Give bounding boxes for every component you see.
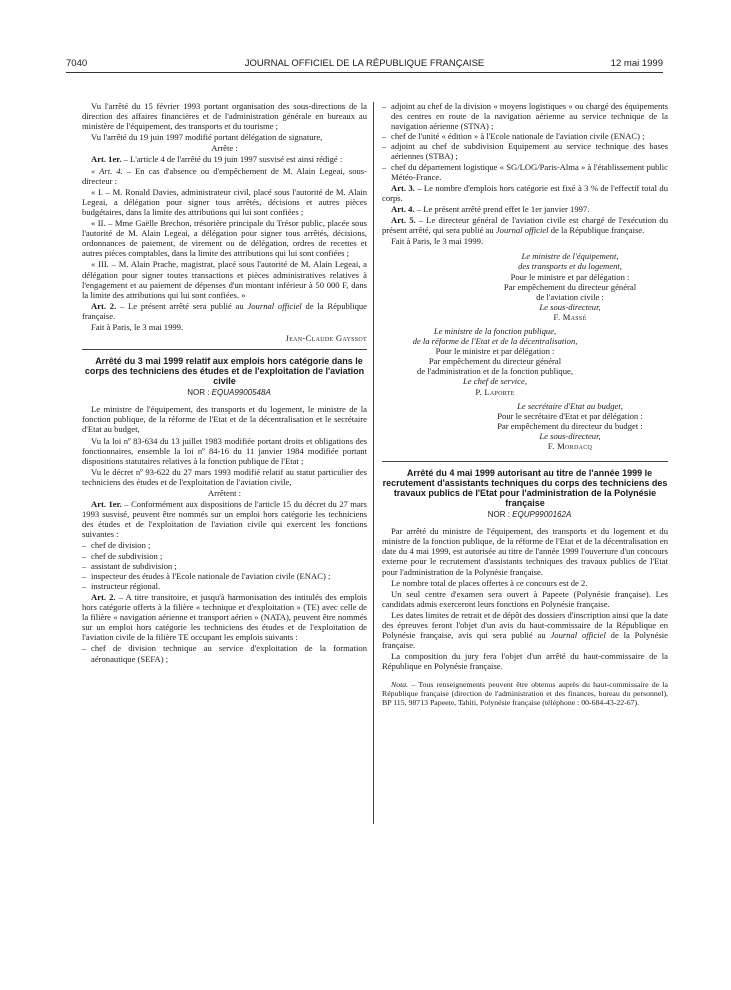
- fait-line: Fait à Paris, le 3 mai 1999.: [391, 236, 484, 247]
- sig-title: Le chef de service,: [463, 376, 527, 387]
- emploi-list: [382, 101, 668, 182]
- page-header: [66, 58, 663, 73]
- article-text: – Le présent arrêté prend effet le 1er janvier 1997.: [414, 203, 590, 214]
- body-paragraph: La composition du jury fera l'objet d'un arrêté du haut-commissaire de la République en Polynésie française.: [382, 651, 668, 672]
- sig-line: Par empêchement du directeur général: [428, 356, 562, 367]
- article-text: – Le nombre d'emplois hors catégorie est fixé à 3 % de l'effectif total du corps.: [382, 182, 668, 203]
- nor-code: EQUA9900548A: [211, 388, 271, 398]
- article-label: Art. 1er.: [91, 499, 122, 510]
- sig-line: [382, 326, 608, 336]
- sig-line: [472, 261, 668, 271]
- decree-title: Arrêté du 3 mai 1999 relatif aux emplois hors catégorie dans le corps des techniciens des études et de l'exploitation de l'aviation civile: [84, 356, 365, 387]
- journal-title: JOURNAL OFFICIEL DE LA RÉPUBLIQUE FRANÇAISE: [244, 58, 485, 69]
- nor-prefix: NOR :: [187, 388, 212, 398]
- sig-line: [382, 336, 608, 346]
- section-rule: [382, 461, 668, 462]
- article-label: Art. 1er.: [91, 154, 122, 165]
- fait-line: Fait à Paris, le 3 mai 1999.: [91, 321, 184, 332]
- article-label: Art. 3.: [391, 182, 415, 193]
- vu-paragraph: Vu l'arrêté du 19 juin 1997 modifié portant délégation de signature,: [91, 132, 323, 143]
- sig-line: [472, 401, 668, 411]
- sig-title: Le ministre de l'équipement,: [521, 251, 619, 262]
- delegation-item: « III. – M. Alain Prache, magistrat, placé sous l'autorité de M. Alain Legeai, a délégation pour signer toutes transactions et pièces administratives relatives à l'engagement et au paiement de dépenses d'un montant inférieur à 50 000 F, dans la limite des attributions qui lui sont confiées. »: [82, 259, 367, 300]
- vu-paragraph: Vu la loi nº 83-634 du 13 juillet 1983 modifiée portant droits et obligations des fonctionnaires, ensemble la loi nº 84-16 du 11 janvier 1984 modifiée portant dispositions statutaires relatives à la fonction publique de l'Etat ;: [82, 435, 367, 466]
- body-paragraph: Par arrêté du ministre de l'équipement, des transports et du logement et du ministre de la fonction publique, de la réforme de l'Etat et de la décentralisation en date du 4 mai 1999, est autorisée au titre de l'année 1999 l'ouverture d'un concours externe pour le recrutement d'assistants techniques des travaux publics de l'Etat pour l'administration de la Polynésie française.: [382, 526, 668, 577]
- vu-paragraph: Vu le décret nº 93-622 du 27 mars 1993 modifié relatif au statut particulier des techniciens des études et de l'exploitation de l'aviation civile,: [82, 466, 367, 487]
- arrete-line: Arrêtent :: [207, 488, 242, 498]
- arrete-line: Arrête :: [211, 143, 238, 154]
- nor-code: EQUP9900162A: [512, 510, 572, 520]
- article-text: – Le présent arrêté sera publié au: [116, 300, 248, 311]
- article-text: – En cas d'absence ou d'empêchement de M. Alain Legeai, sous-directeur :: [82, 165, 367, 186]
- sig-line: Par empêchement du directeur général: [503, 281, 637, 292]
- emploi-list: [82, 643, 367, 663]
- signatory: Jean-Claude Gayssot: [285, 333, 367, 344]
- sig-line: Par empêchement du directeur du budget :: [497, 420, 643, 431]
- journal-officiel-ref: Journal officiel: [247, 300, 302, 311]
- right-column: [382, 101, 668, 708]
- article-text: de la République française.: [82, 300, 367, 321]
- list-item: – inspecteur des études à l'Ecole nationale de l'aviation civile (ENAC) ;: [82, 571, 367, 581]
- list-item: – chef de l'unité « édition » à l'Ecole nationale de l'aviation civile (ENAC) ;: [382, 131, 668, 141]
- sig-line: de l'aviation civile :: [536, 291, 604, 302]
- nor-reference: [382, 510, 668, 520]
- sig-line: [382, 376, 608, 386]
- signature-block: [382, 326, 608, 397]
- list-item: – assistant de subdivision ;: [82, 561, 367, 571]
- article-label: Art. 2.: [91, 300, 117, 311]
- sig-title: Le sous-directeur,: [539, 301, 601, 312]
- section-rule: [82, 349, 367, 350]
- nor-reference: [82, 388, 367, 398]
- article-text: de la République française.: [548, 225, 645, 236]
- signatory: F. Mordacq: [547, 441, 593, 451]
- signatory: P. Laporte: [475, 386, 515, 397]
- sig-line: de l'administration et de la fonction publique,: [417, 366, 573, 377]
- article-text: – A titre transitoire, et jusqu'à harmonisation des intitulés des emplois hors catégorie offerts à la filière « technique et d'exploitation » (TE) avec celle de la filière « navigation aérienne et transport aérien » (NATA), peuvent être nommés sur un emploi hors catégorie les techniciens des études et de l'exploitation de l'aviation civile de la filière TE occupant les emplois suivants :: [82, 591, 368, 643]
- sig-title: Le sous-directeur,: [539, 430, 601, 441]
- article-label: « Art. 4.: [91, 165, 123, 176]
- left-column: [82, 101, 367, 665]
- body-text: de la Polynésie française.: [382, 630, 668, 651]
- sig-title: des transports et du logement,: [518, 261, 622, 272]
- body-text: Les dates limites de retrait et de dépôt des dossiers d'inscription ainsi que la date des épreuves feront l'objet d'un avis du haut-commissaire de la République en Polynésie française, avis qui sera publié au: [382, 609, 668, 641]
- list-item: – instructeur régional.: [82, 581, 367, 591]
- article-3: [382, 183, 668, 203]
- issue-date: 12 mai 1999: [610, 58, 663, 69]
- column-divider: [373, 102, 374, 824]
- article-1: [82, 499, 367, 539]
- signature-block: [472, 251, 668, 322]
- list-item: – chef de subdivision ;: [82, 551, 367, 561]
- sig-line: Pour le ministre et par délégation :: [435, 346, 555, 357]
- article-text: – Le directeur général de l'aviation civile est chargé de l'exécution du présent arrêté, qui sera publié au: [382, 215, 669, 236]
- nota-note: [382, 680, 668, 707]
- article-4: [382, 204, 668, 214]
- body-paragraph: Le nombre total de places offertes à ce concours est de 2.: [391, 577, 588, 588]
- list-item: – chef de division ;: [82, 540, 367, 550]
- body-paragraph: Un seul centre d'examen sera ouvert à Papeete (Polynésie française). Les candidats admis exerceront leurs fonctions en Polynésie française.: [382, 588, 668, 609]
- sig-line: [472, 251, 668, 261]
- sig-title: Le secrétaire d'Etat au budget,: [517, 400, 623, 411]
- article-2: [82, 592, 367, 642]
- signatory: F. Massé: [553, 311, 587, 322]
- article-label: Art. 4.: [391, 203, 415, 214]
- list-item: – chef de division technique au service d'exploitation de la formation aéronautique (SEFA) ;: [82, 643, 367, 663]
- function-list: [82, 540, 367, 590]
- sig-line: [472, 302, 668, 312]
- article-label: Art. 5.: [391, 215, 416, 226]
- preamble: Le ministre de l'équipement, des transports et du logement, le ministre de la fonction publique, de la réforme de l'Etat et de la décentralisation et le secrétaire d'Etat au budget,: [82, 404, 367, 435]
- journal-officiel-ref: Journal officiel: [550, 630, 606, 641]
- page-number: 7040: [66, 58, 88, 69]
- sig-line: [472, 431, 668, 441]
- nota-label: Nota.: [391, 679, 409, 689]
- body-paragraph: [382, 610, 668, 650]
- delegation-item: « I. – M. Ronald Davies, administrateur civil, placé sous l'autorité de M. Alain Legeai, a délégation pour signer tous arrêtés, décisions et autres pièces budgétaires, dans la limite des attributions qui lui sont confiées ;: [82, 186, 367, 217]
- sig-line: Pour le ministre et par délégation :: [510, 271, 630, 282]
- article-1: [82, 154, 367, 164]
- list-item: – adjoint au chef de subdivision Equipement au service technique des bases aériennes (STBA) ;: [382, 141, 668, 161]
- vu-paragraph: Vu l'arrêté du 15 février 1993 portant organisation des sous-directions de la direction des affaires financières et de l'administration générale en bureaux au ministère de l'équipement, des transports et du tourisme ;: [82, 101, 367, 132]
- sig-line: Pour le secrétaire d'Etat et par délégation :: [497, 410, 643, 421]
- delegation-item: « II. – Mme Gaëlle Brechon, trésorière principale du Trésor public, placée sous l'autorité de M. Alain Legeai, a délégation pour signer tous arrêtés, décisions, ordonnances de paiement, de virement ou de délégation, ordres de recettes et autres pièces comptables, dans la limite des attributions qui lui sont confiées ;: [82, 218, 367, 259]
- sig-title: de la réforme de l'Etat et de la décentralisation,: [412, 336, 578, 347]
- article-4-quote: [82, 166, 367, 186]
- decree-title: Arrêté du 4 mai 1999 autorisant au titre de l'année 1999 le recrutement d'assistants techniques du corps des techniciens des travaux publics de l'Etat pour l'administration de la Polynésie française: [382, 468, 668, 509]
- article-5: [382, 215, 668, 235]
- journal-officiel-ref: Journal officiel: [495, 225, 549, 236]
- sig-title: Le ministre de la fonction publique,: [433, 325, 557, 336]
- nor-prefix: NOR :: [487, 510, 513, 520]
- list-item: – adjoint au chef de la division « moyens logistiques » ou chargé des équipements des centres en route de la navigation aérienne au service technique de la navigation aérienne (STNA) ;: [382, 101, 668, 131]
- article-2: [82, 301, 367, 321]
- article-text: – L'article 4 de l'arrêté du 19 juin 1997 susvisé est ainsi rédigé :: [121, 154, 343, 165]
- article-label: Art. 2.: [91, 591, 116, 602]
- article-text: – Conformément aux dispositions de l'article 15 du décret du 27 mars 1993 susvisé, peuvent être nommés sur un emploi hors catégorie les techniciens des études et de l'exploitation de l'aviation civile qui exercent les fonctions suivantes :: [82, 499, 368, 540]
- nota-text: – Tous renseignements peuvent être obtenus auprès du haut-commissaire de la République française (direction de l'administration et des finances, bureau du personnel), BP 115, 98713 Papeete, Tahiti, Polynésie française (téléphone : 00-684-43-22-67).: [382, 679, 668, 707]
- list-item: – chef du département logistique « SG/LOG/Paris-Alma » à l'établissement public Météo-France.: [382, 162, 668, 182]
- signature-block: [472, 401, 668, 451]
